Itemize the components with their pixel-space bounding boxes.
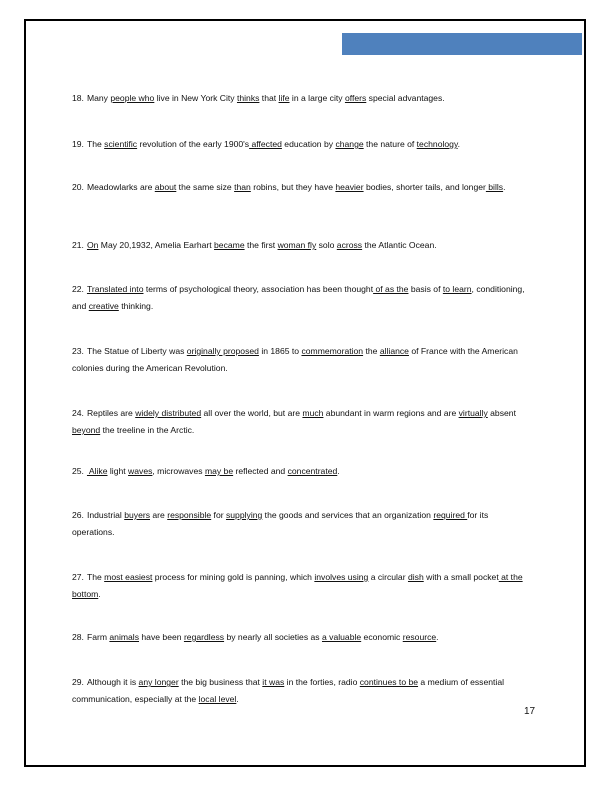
question-number: 29. xyxy=(72,677,84,687)
question-item xyxy=(72,569,532,603)
underlined-phrase: offers xyxy=(344,93,367,103)
question-item xyxy=(72,629,532,646)
sentence-text: , conditioning, and xyxy=(72,284,525,311)
header-color-bar xyxy=(342,33,582,55)
sentence-text: reflected and xyxy=(233,466,288,476)
underlined-phrase: On xyxy=(86,240,99,250)
page-border xyxy=(24,19,586,767)
underlined-phrase: a valuable xyxy=(321,632,362,642)
underlined-phrase: about xyxy=(154,182,177,192)
question-number: 25. xyxy=(72,466,84,476)
sentence-text: for its operations. xyxy=(72,510,489,537)
sentence-text: a circular xyxy=(368,572,408,582)
question-number: 22. xyxy=(72,284,84,294)
underlined-phrase: supplying xyxy=(225,510,263,520)
underlined-phrase: thinks xyxy=(236,93,260,103)
underlined-phrase: beyond xyxy=(72,425,101,435)
underlined-phrase: most easiest xyxy=(104,572,153,582)
sentence-text: Farm xyxy=(86,632,110,642)
underlined-phrase: woman fly xyxy=(277,240,317,250)
underlined-phrase: animals xyxy=(109,632,140,642)
underlined-phrase: life xyxy=(278,93,290,103)
underlined-phrase: to learn xyxy=(442,284,472,294)
sentence-text: a medium of essential communication, especially at the xyxy=(72,677,505,704)
sentence-text: in the forties, radio xyxy=(284,677,360,687)
sentence-text: all over the world, but are xyxy=(201,408,303,418)
underlined-phrase: required xyxy=(433,510,468,520)
sentence-text: for xyxy=(211,510,226,520)
sentence-text: absent xyxy=(487,408,516,418)
underlined-phrase: of as the xyxy=(373,284,409,294)
question-item xyxy=(72,90,532,107)
sentence-text: . xyxy=(503,182,506,192)
sentence-text: with a small pocket xyxy=(423,572,499,582)
underlined-phrase: than xyxy=(234,182,251,192)
underlined-phrase: virtually xyxy=(458,408,488,418)
sentence-text: that xyxy=(259,93,279,103)
underlined-phrase: continues to be xyxy=(359,677,419,687)
question-item xyxy=(72,136,532,153)
question-number: 28. xyxy=(72,632,84,642)
question-number: 23. xyxy=(72,346,84,356)
sentence-text: bodies, shorter tails, and longer xyxy=(363,182,486,192)
sentence-text: of France with the American colonies during the American Revolution. xyxy=(72,346,518,373)
underlined-phrase: widely distributed xyxy=(135,408,202,418)
sentence-text: light xyxy=(107,466,129,476)
underlined-phrase: alliance xyxy=(379,346,409,356)
sentence-text: the xyxy=(363,346,380,356)
underlined-phrase: at the bottom xyxy=(72,572,523,599)
question-item xyxy=(72,179,532,196)
question-number: 27. xyxy=(72,572,84,582)
underlined-phrase: across xyxy=(336,240,363,250)
sentence-text: robins, but they have xyxy=(250,182,336,192)
underlined-phrase: it was xyxy=(262,677,285,687)
sentence-text: Although it is xyxy=(86,677,139,687)
question-number: 26. xyxy=(72,510,84,520)
question-item xyxy=(72,405,532,439)
sentence-text: . xyxy=(236,694,239,704)
sentence-text: . xyxy=(98,589,101,599)
underlined-phrase: Translated into xyxy=(86,284,144,294)
underlined-phrase: any longer xyxy=(138,677,179,687)
underlined-phrase: change xyxy=(335,139,364,149)
sentence-text: The xyxy=(86,572,105,582)
sentence-text: solo xyxy=(316,240,337,250)
question-item xyxy=(72,237,532,254)
underlined-phrase: originally proposed xyxy=(186,346,259,356)
sentence-text: the treeline in the Arctic. xyxy=(100,425,195,435)
underlined-phrase: much xyxy=(302,408,324,418)
sentence-text: Reptiles are xyxy=(86,408,136,418)
sentence-text: the big business that xyxy=(178,677,263,687)
sentence-text: in a large city xyxy=(289,93,345,103)
sentence-text: . xyxy=(457,139,460,149)
underlined-phrase: buyers xyxy=(124,510,151,520)
question-number: 19. xyxy=(72,139,84,149)
question-number: 20. xyxy=(72,182,84,192)
sentence-text: Many xyxy=(86,93,111,103)
underlined-phrase: technology xyxy=(416,139,458,149)
sentence-text: by nearly all societies as xyxy=(224,632,322,642)
page-number: 17 xyxy=(524,706,536,717)
underlined-phrase: regardless xyxy=(183,632,225,642)
underlined-phrase: responsible xyxy=(167,510,212,520)
sentence-text: economic xyxy=(361,632,403,642)
sentence-text: May 20,1932, Amelia Earhart xyxy=(98,240,215,250)
sentence-text: the goods and services that an organization xyxy=(262,510,434,520)
sentence-text: thinking. xyxy=(118,301,154,311)
sentence-text: , microwaves xyxy=(152,466,205,476)
sentence-text: revolution of the early 1900's xyxy=(137,139,250,149)
underlined-phrase: may be xyxy=(204,466,234,476)
sentence-text: The Statue of Liberty was xyxy=(86,346,187,356)
sentence-text: The xyxy=(86,139,105,149)
sentence-text: education by xyxy=(281,139,336,149)
underlined-phrase: heavier xyxy=(335,182,364,192)
sentence-text: . xyxy=(436,632,439,642)
sentence-text: . xyxy=(337,466,340,476)
underlined-phrase: commemoration xyxy=(301,346,364,356)
underlined-phrase: involves using xyxy=(314,572,369,582)
question-item xyxy=(72,674,532,708)
sentence-text: the Atlantic Ocean. xyxy=(362,240,437,250)
underlined-phrase: creative xyxy=(88,301,119,311)
underlined-phrase: concentrated xyxy=(287,466,338,476)
sentence-text: basis of xyxy=(408,284,443,294)
question-item xyxy=(72,463,532,480)
underlined-phrase: scientific xyxy=(104,139,138,149)
sentence-text: live in New York City xyxy=(154,93,237,103)
underlined-phrase: affected xyxy=(249,139,282,149)
question-number: 18. xyxy=(72,93,84,103)
sentence-text: terms of psychological theory, association has been thought xyxy=(143,284,374,294)
question-item xyxy=(72,343,532,377)
underlined-phrase: people who xyxy=(110,93,155,103)
underlined-phrase: waves xyxy=(128,466,153,476)
underlined-phrase: dish xyxy=(407,572,424,582)
question-item xyxy=(72,507,532,541)
sentence-text: Industrial xyxy=(86,510,125,520)
underlined-phrase: became xyxy=(214,240,245,250)
sentence-text: in 1865 to xyxy=(258,346,302,356)
sentence-text: process for mining gold is panning, which xyxy=(152,572,315,582)
underlined-phrase: bills xyxy=(485,182,504,192)
underlined-phrase: local level xyxy=(198,694,237,704)
underlined-phrase: resource xyxy=(402,632,437,642)
sentence-text: abundant in warm regions and are xyxy=(323,408,459,418)
question-number: 21. xyxy=(72,240,84,250)
sentence-text: the same size xyxy=(176,182,235,192)
sentence-text: are xyxy=(150,510,168,520)
question-item xyxy=(72,281,532,315)
sentence-text: special advantages. xyxy=(366,93,445,103)
question-number: 24. xyxy=(72,408,84,418)
underlined-phrase: Alike xyxy=(86,466,108,476)
sentence-text: Meadowlarks are xyxy=(86,182,155,192)
sentence-text: the first xyxy=(244,240,278,250)
sentence-text: have been xyxy=(139,632,184,642)
sentence-text: the nature of xyxy=(363,139,417,149)
